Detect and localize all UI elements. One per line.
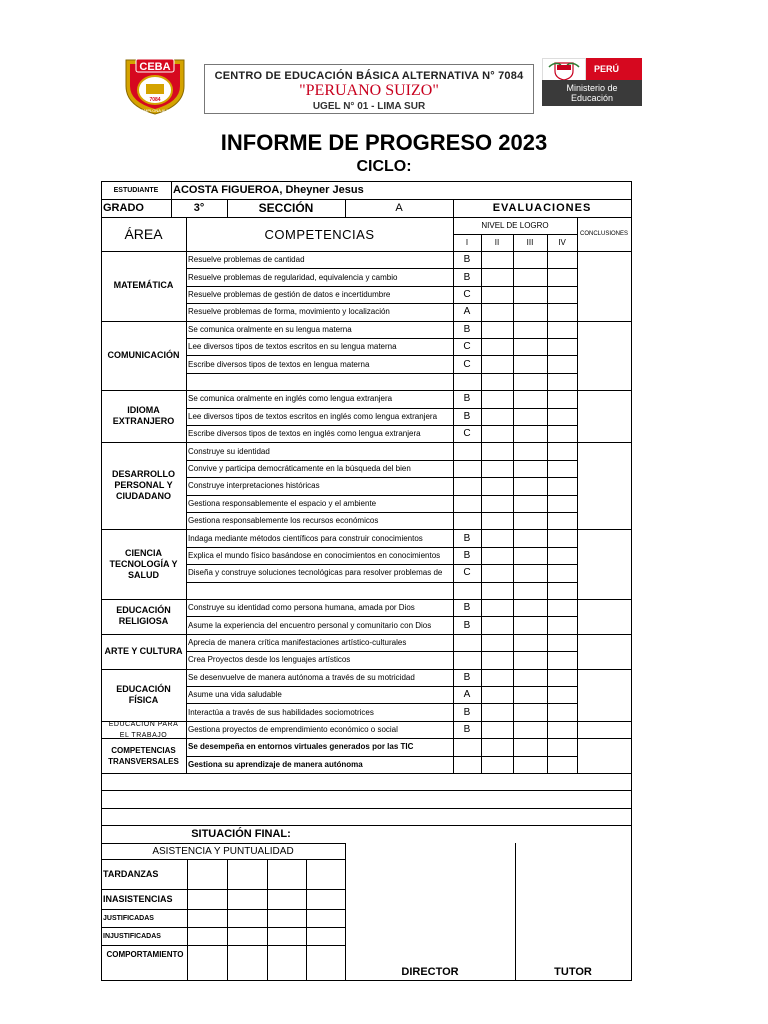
grade-period-1: B xyxy=(463,532,471,544)
grid-line xyxy=(513,599,514,635)
area-name: EDUCACIÓN PARA EL TRABAJO xyxy=(108,720,179,739)
grid-line xyxy=(513,390,514,443)
attendance-row-label: JUSTIFICADAS xyxy=(103,914,154,922)
grid-line xyxy=(577,634,578,670)
grid-line xyxy=(577,721,578,739)
area-header: ÁREA xyxy=(124,226,163,242)
competency-text: Escribe diversos tipos de textos en lengua materna xyxy=(188,359,370,369)
grade-period-1 xyxy=(453,738,481,755)
grid-line xyxy=(547,634,548,670)
grade-period-1: C xyxy=(463,288,471,300)
grid-line xyxy=(186,390,187,443)
grid-line xyxy=(186,303,578,304)
grid-line xyxy=(453,529,454,600)
final-situation-label: SITUACIÓN FINAL: xyxy=(191,828,291,841)
grid-line xyxy=(577,599,578,635)
grid-line xyxy=(481,321,482,392)
school-name-box xyxy=(204,64,534,114)
period-header-3: III xyxy=(526,238,534,247)
grid-line xyxy=(481,738,482,774)
grid-line xyxy=(186,686,578,687)
grid-line xyxy=(186,756,578,757)
grade-period-1: B xyxy=(463,671,471,683)
ceba-shield-logo xyxy=(120,56,190,116)
grade-period-1: A xyxy=(463,306,471,318)
area-name: COMPETENCIAS TRANSVERSALES xyxy=(108,745,179,766)
grid-line xyxy=(453,321,454,392)
grid-line xyxy=(453,634,454,670)
competency-text: Construye su identidad xyxy=(188,446,270,456)
grid-line xyxy=(547,251,548,322)
grade-period-1: B xyxy=(463,410,471,422)
grid-line xyxy=(547,721,548,739)
grade-period-1: B xyxy=(463,549,471,561)
grid-line xyxy=(186,495,578,496)
grid-line xyxy=(345,843,346,981)
competency-text: Se desenvuelve de manera autónoma a través de su motricidad xyxy=(188,672,415,682)
cycle-label: CICLO: xyxy=(356,158,412,175)
grid-line xyxy=(186,477,578,478)
grid-line xyxy=(186,286,578,287)
attendance-row-label: TARDANZAS xyxy=(103,869,159,880)
grade-period-1: B xyxy=(463,393,471,405)
area-name: COMUNICACIÓN xyxy=(107,349,180,360)
ministry-country: PERÚ xyxy=(586,58,642,80)
grid-line xyxy=(513,442,514,530)
grade-value: 3° xyxy=(193,202,205,214)
competency-text: Indaga mediante métodos científicos para construir conocimientos xyxy=(188,533,423,543)
competency-text: Interactúa a través de sus habilidades sociomotrices xyxy=(188,707,374,717)
grade-period-1 xyxy=(453,373,481,390)
grid-line xyxy=(547,599,548,635)
competency-text: Resuelve problemas de gestión de datos e incertidumbre xyxy=(188,289,391,299)
grid-line xyxy=(481,251,482,322)
grid-line xyxy=(577,529,578,600)
grade-period-1: B xyxy=(463,723,471,735)
section-label: SECCIÓN xyxy=(258,201,314,215)
grid-line xyxy=(186,355,578,356)
grade-period-1: B xyxy=(463,254,471,266)
grade-period-1 xyxy=(453,460,481,477)
competency-text: Gestiona responsablemente los recursos económicos xyxy=(188,516,379,526)
competency-text: Se desempeña en entornos virtuales generados por las TIC xyxy=(188,742,414,752)
grade-period-1: C xyxy=(463,341,471,353)
grid-line xyxy=(186,512,578,513)
table-left-border xyxy=(101,181,102,981)
school-name: "PERUANO SUIZO" xyxy=(299,82,439,99)
grade-period-1 xyxy=(453,477,481,494)
grid-line xyxy=(453,442,454,530)
student-label: ESTUDIANTE xyxy=(113,186,159,194)
grade-period-1 xyxy=(453,756,481,773)
grade-period-1: B xyxy=(463,271,471,283)
director-signature-label: DIRECTOR xyxy=(401,966,459,978)
grid-line xyxy=(186,564,578,565)
competency-text: Convive y participa democráticamente en la búsqueda del bien xyxy=(188,463,411,473)
grid-line xyxy=(513,321,514,392)
logo-acronym: CEBA xyxy=(139,61,171,73)
school-type: CENTRO DE EDUCACIÓN BÁSICA ALTERNATIVA N° 7084 xyxy=(214,70,524,82)
grid-line xyxy=(547,669,548,722)
competency-text: Lee diversos tipos de textos escritos en inglés como lengua extranjera xyxy=(188,411,438,421)
grade-period-1: B xyxy=(463,706,471,718)
report-title: INFORME DE PROGRESO 2023 xyxy=(220,130,548,155)
grade-period-1 xyxy=(453,651,481,668)
grid-line xyxy=(453,738,454,774)
grid-line xyxy=(101,773,632,774)
grid-line xyxy=(577,442,578,530)
grid-line xyxy=(481,721,482,739)
grid-line xyxy=(186,738,187,774)
grid-line xyxy=(186,582,578,583)
grid-line xyxy=(186,703,578,704)
area-name: DESARROLLO PERSONAL Y CIUDADANO xyxy=(112,469,175,502)
grade-period-1 xyxy=(453,582,481,599)
grade-period-1: C xyxy=(463,567,471,579)
competency-text: Gestiona responsablemente el espacio y el ambiente xyxy=(188,498,377,508)
grid-line xyxy=(547,321,548,392)
competency-text: Se comunica oralmente en su lengua materna xyxy=(188,324,352,334)
grid-line xyxy=(267,859,268,981)
area-name: EDUCACIÓN RELIGIOSA xyxy=(116,605,171,627)
ministry-name: Ministerio de Educación xyxy=(542,80,642,106)
area-name: IDIOMA EXTRANJERO xyxy=(112,405,175,427)
grade-period-1: C xyxy=(463,358,471,370)
grid-line xyxy=(513,251,514,322)
attendance-row-label: COMPORTAMIENTO xyxy=(106,949,184,959)
grid-line xyxy=(513,721,514,739)
attendance-label: ASISTENCIA Y PUNTUALIDAD xyxy=(152,845,294,857)
grid-line xyxy=(186,268,578,269)
grid-line xyxy=(101,808,632,809)
grid-line xyxy=(515,843,516,981)
grade-period-1: B xyxy=(463,323,471,335)
grid-line xyxy=(186,373,578,374)
area-name: ARTE Y CULTURA xyxy=(104,645,183,656)
student-name: ACOSTA FIGUEROA, Dheyner Jesus xyxy=(173,184,364,196)
period-header-2: II xyxy=(494,238,500,247)
evaluations-label: EVALUACIONES xyxy=(492,202,592,214)
grid-line xyxy=(186,599,187,635)
competency-text: Aprecia de manera crítica manifestaciones artístico-culturales xyxy=(188,637,407,647)
grid-line xyxy=(547,390,548,443)
grade-period-1: C xyxy=(463,428,471,440)
grid-line xyxy=(227,859,228,981)
competency-text: Explica el mundo físico basándose en conocimientos en conocimientos xyxy=(188,550,441,560)
grid-line xyxy=(481,634,482,670)
grid-line xyxy=(186,251,187,322)
grid-line xyxy=(186,547,578,548)
grid-line xyxy=(187,859,188,981)
area-name: MATEMÁTICA xyxy=(113,280,174,291)
grid-line xyxy=(186,721,187,739)
achievement-level-header: NIVEL DE LOGRO xyxy=(481,221,549,230)
ministry-logo xyxy=(542,58,642,108)
grid-line xyxy=(186,669,187,722)
grid-line xyxy=(453,721,454,739)
grid-line xyxy=(186,651,578,652)
logo-ring-text: PAMPLONA ALTA xyxy=(138,108,172,113)
grid-line xyxy=(171,181,172,200)
grid-line xyxy=(186,616,578,617)
attendance-row-label: INJUSTIFICADAS xyxy=(103,932,161,940)
grade-period-1 xyxy=(453,442,481,459)
competency-text: Crea Proyectos desde los lenguajes artísticos xyxy=(188,655,351,665)
logo-number: 7084 xyxy=(149,97,161,103)
section-value: A xyxy=(395,202,403,214)
competency-text: Construye interpretaciones históricas xyxy=(188,481,320,491)
competency-text: Construye su identidad como persona humana, amada por Dios xyxy=(188,603,415,613)
competencies-header: COMPETENCIAS xyxy=(264,226,375,242)
grid-line xyxy=(306,859,307,981)
area-name: CIENCIA TECNOLOGÍA Y SALUD xyxy=(109,547,178,580)
grid-line xyxy=(186,321,187,392)
competency-text: Resuelve problemas de regularidad, equivalencia y cambio xyxy=(188,272,398,282)
grid-line xyxy=(453,669,454,722)
grid-line xyxy=(186,408,578,409)
grid-line xyxy=(481,442,482,530)
ugel-label: UGEL N° 01 - LIMA SUR xyxy=(312,101,426,112)
grid-line xyxy=(186,338,578,339)
grid-line xyxy=(577,738,578,774)
grade-period-1: B xyxy=(463,619,471,631)
grid-line xyxy=(577,390,578,443)
competency-text: Se comunica oralmente en inglés como lengua extranjera xyxy=(188,394,393,404)
grade-period-1 xyxy=(453,512,481,529)
attendance-row-label: INASISTENCIAS xyxy=(103,894,173,905)
competency-text xyxy=(186,373,453,390)
period-header-1: I xyxy=(465,238,469,247)
competency-text: Escribe diversos tipos de textos en inglés como lengua extranjera xyxy=(188,429,421,439)
table-right-border xyxy=(631,181,632,981)
grid-line xyxy=(513,738,514,774)
grid-line xyxy=(186,634,187,670)
competency-text: Diseña y construye soluciones tecnológicas para resolver problemas de xyxy=(188,568,443,578)
competency-text: Resuelve problemas de forma, movimiento y localización xyxy=(188,307,390,317)
grid-line xyxy=(453,251,454,322)
grid-line xyxy=(481,529,482,600)
competency-text: Gestiona su aprendizaje de manera autónoma xyxy=(188,759,363,769)
grid-line xyxy=(481,669,482,722)
grid-line xyxy=(547,442,548,530)
grid-line xyxy=(481,390,482,443)
competency-text: Asume la experiencia del encuentro personal y comunitario con Dios xyxy=(188,620,432,630)
grid-line xyxy=(186,529,187,600)
grid-line xyxy=(453,599,454,635)
competency-text xyxy=(186,582,453,599)
progress-report-table xyxy=(101,181,632,981)
grid-line xyxy=(513,634,514,670)
period-header-4: IV xyxy=(558,238,566,247)
grid-line xyxy=(577,251,578,322)
grid-line xyxy=(186,425,578,426)
grid-line xyxy=(513,669,514,722)
competency-text: Lee diversos tipos de textos escritos en su lengua materna xyxy=(188,342,397,352)
grid-line xyxy=(577,669,578,722)
grid-line xyxy=(186,460,578,461)
grade-period-1 xyxy=(453,495,481,512)
table-bottom-border xyxy=(101,980,632,981)
grade-label: GRADO xyxy=(103,202,144,214)
grade-period-1 xyxy=(453,634,481,651)
grid-line xyxy=(101,790,632,791)
area-name: EDUCACIÓN FÍSICA xyxy=(116,683,171,705)
competency-text: Gestiona proyectos de emprendimiento económico o social xyxy=(188,724,398,734)
competency-text: Asume una vida saludable xyxy=(188,690,282,700)
grade-period-1: A xyxy=(463,689,471,701)
tutor-signature-label: TUTOR xyxy=(554,966,592,978)
grid-line xyxy=(577,321,578,392)
document-header xyxy=(0,0,768,180)
grid-line xyxy=(513,529,514,600)
grade-period-1: B xyxy=(463,602,471,614)
grid-line xyxy=(547,529,548,600)
grid-line xyxy=(547,738,548,774)
grid-line xyxy=(481,599,482,635)
competency-text: Resuelve problemas de cantidad xyxy=(188,255,305,265)
grid-line xyxy=(453,390,454,443)
conclusions-header: CONCLUSIONES xyxy=(579,231,628,237)
grid-line xyxy=(186,442,187,530)
